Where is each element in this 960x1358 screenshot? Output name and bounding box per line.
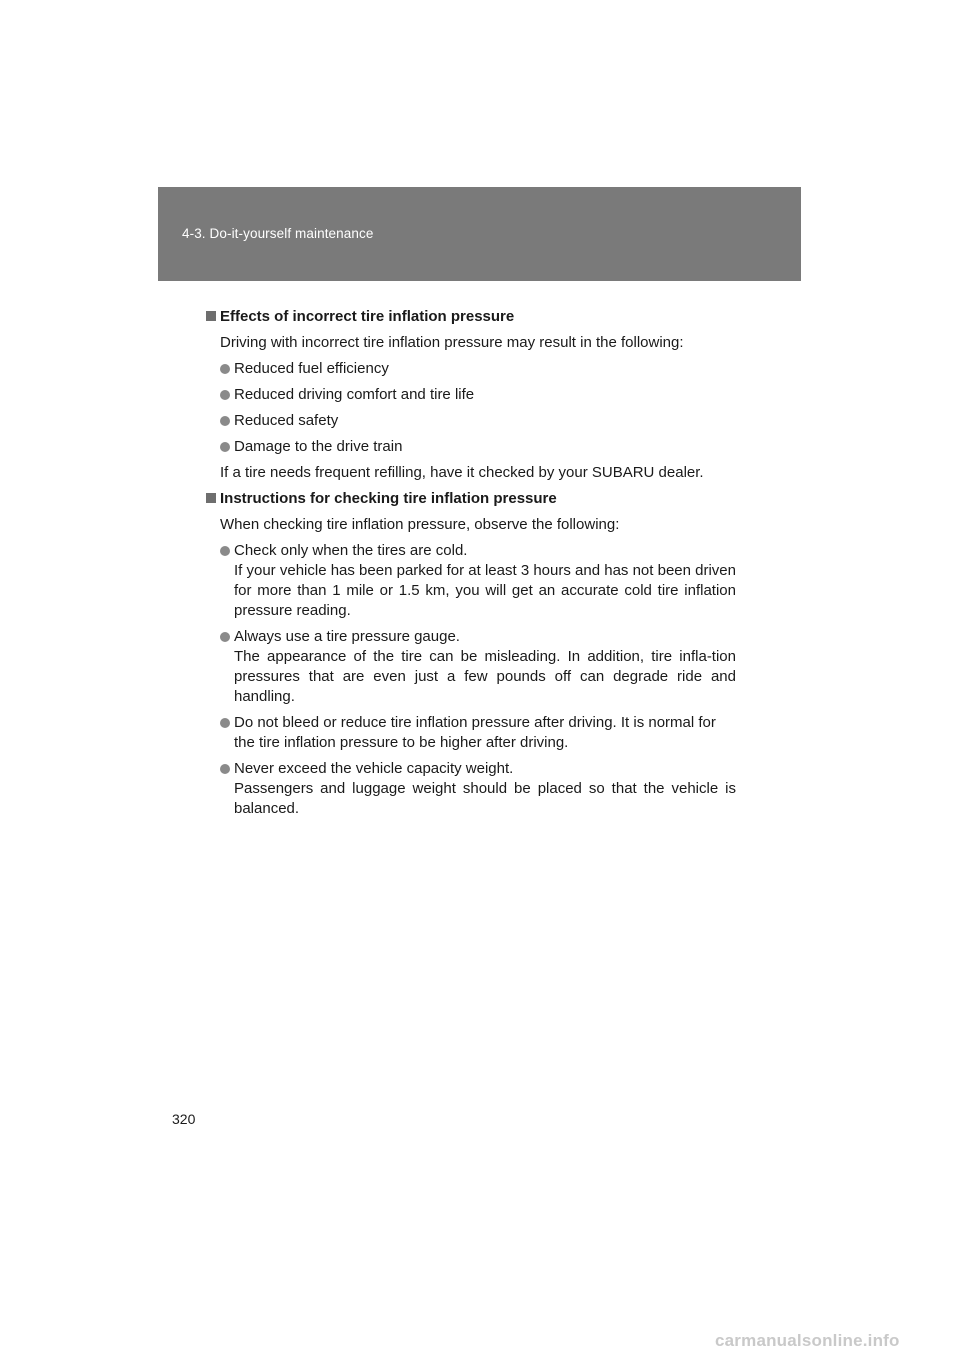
section-heading-effects: Effects of incorrect tire inflation pressure: [206, 307, 736, 327]
list-item: Always use a tire pressure gauge. The appearance of the tire can be misleading. In addition, tire infla-tion pressures that are even just a few pounds off can degrade ride and handling.: [206, 627, 736, 707]
instructions-intro: When checking tire inflation pressure, observe the following:: [220, 516, 620, 533]
round-bullet-icon: [220, 390, 230, 400]
round-bullet-icon: [220, 416, 230, 426]
square-bullet-icon: [206, 311, 216, 321]
list-item: Damage to the drive train: [206, 437, 736, 457]
round-bullet-icon: [220, 364, 230, 374]
section-title: 4-3. Do-it-yourself maintenance: [182, 226, 374, 241]
effects-closing: If a tire needs frequent refilling, have it checked by your SUBARU dealer.: [220, 464, 704, 481]
round-bullet-icon: [220, 718, 230, 728]
list-item: Never exceed the vehicle capacity weight. Passengers and luggage weight should be placed so that the vehicle is balanced.: [206, 759, 736, 819]
round-bullet-icon: [220, 546, 230, 556]
square-bullet-icon: [206, 493, 216, 503]
page-content: [206, 307, 736, 825]
watermark: carmanualsonline.info: [715, 1331, 900, 1350]
effects-intro: Driving with incorrect tire inflation pressure may result in the following:: [220, 334, 684, 351]
list-item: Do not bleed or reduce tire inflation pressure after driving. It is normal for the tire inflation pressure to be higher after driving.: [206, 713, 736, 753]
round-bullet-icon: [220, 442, 230, 452]
section-heading-instructions: Instructions for checking tire inflation pressure: [206, 489, 736, 509]
section-header-band: [158, 187, 801, 281]
round-bullet-icon: [220, 764, 230, 774]
list-item: Check only when the tires are cold. If your vehicle has been parked for at least 3 hours and has not been driven for more than 1 mile or 1.5 km, you will get an accurate cold tire inflation pressure reading.: [206, 541, 736, 621]
page-number: 320: [172, 1111, 196, 1127]
list-item: Reduced safety: [206, 411, 736, 431]
round-bullet-icon: [220, 632, 230, 642]
list-item: Reduced fuel efficiency: [206, 359, 736, 379]
list-item: Reduced driving comfort and tire life: [206, 385, 736, 405]
